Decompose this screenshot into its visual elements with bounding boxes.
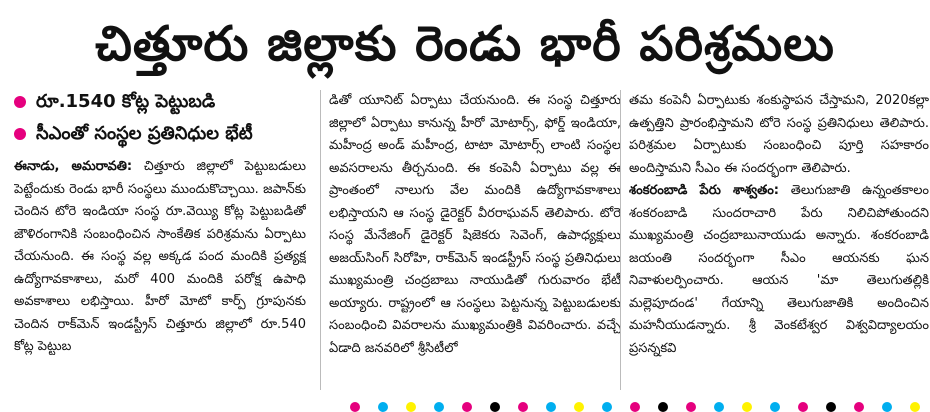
bullet-dot-icon (14, 128, 26, 140)
register-dot-icon (378, 402, 388, 412)
register-dot-icon (630, 402, 640, 412)
register-dot-icon (882, 402, 892, 412)
register-dot-icon (490, 402, 500, 412)
subheading: శంకరంబాడి పేరు శాశ్వతం: (629, 183, 780, 198)
bullet-text: సీఎంతో సంస్థల ప్రతినిధుల భేటీ (36, 122, 253, 144)
register-dot-icon (854, 402, 864, 412)
register-dot-icon (798, 402, 808, 412)
register-dot-icon (910, 402, 920, 412)
byline: ఈనాడు, అమరావతి: (14, 159, 133, 174)
register-dot-icon (826, 402, 836, 412)
bullet-item (14, 86, 306, 118)
register-dot-icon (406, 402, 416, 412)
bullet-item (14, 118, 306, 150)
register-dot-icon (742, 402, 752, 412)
register-dot-icon (770, 402, 780, 412)
body-text: తెలుగుజాతి ఉన్నంతకాలం శంకరంబాడి సుందరాచారి పేరు నిలిచిపోతుందని ముఖ్యమంత్రి చంద్రబాబునాయుడు అన్నారు. శంకరంబాడి జయంతి సందర్భంగా సీఎం ఆయనకు ఘన నివాళులర్పించారు. ఆయన 'మా తెలుగుతల్లికి మల్లెపూదండ' గేయాన్ని తెలుగుజాతికి అందించిన మహనీయుడన్నారు. శ్రీ వెంకటేశ్వర విశ్వవిద్యాలయం ప్రసన్నకవి (629, 183, 929, 356)
register-dot-icon (350, 402, 360, 412)
register-dot-icon (574, 402, 584, 412)
register-dot-icon (518, 402, 528, 412)
column-1 (14, 86, 306, 402)
paragraph (629, 180, 929, 360)
register-dot-icon (462, 402, 472, 412)
paragraph: డితో యూనిట్ ఏర్పాటు చేయనుంది. ఈ సంస్థ చిత్తూరు జిల్లాలో ఏర్పాటు కానున్న హీరో మోటార్స్, ఫోర్డ్ ఇండియా, మహీంద్ర అండ్ మహీంద్ర, టాటా మోటార్స్ లాంటి సంస్థల అవసరాలను తీర్చనుంది. ఈ కంపెనీ ఏర్పాటు వల్ల ఈ ప్రాంతంలో నాలుగు వేల మందికి ఉద్యోగావకాశాలు లభిస్తాయని ఆ సంస్థ డైరెక్టర్ వీరరాఘవన్ తెలిపారు. టోరె సంస్థ మేనేజింగ్ డైరెక్టర్ షిజెకరు సెవెంగ్, ఉపాధ్యక్షులు అజయ్‌సింగ్ సిరోహి, రాక్‌మెన్ ఇండస్ట్రీస్ సంస్థ ప్రతినిధులు ముఖ్యమంత్రి చంద్రబాబు నాయుడితో గురువారం భేటీ అయ్యారు. రాష్ట్రంలో ఆ సంస్థలు పెట్టనున్న పెట్టుబడులకు సంబంధించి వివరాలను ముఖ్యమంత్రికి వివరించారు. వచ్చే ఏడాది జనవరిలో శ్రీసిటీలో (329, 93, 621, 356)
paragraph: తమ కంపెనీ ఏర్పాటుకు శంకుస్థాపన చేస్తామని, 2020కల్లా ఉత్పత్తిని ప్రారంభిస్తామని టోరె సంస్థ ప్రతినిధులు తెలిపారు. పరిశ్రమల ఏర్పాటుకు సంబంధించి పూర్తి సహకారం అందిస్తామని సీఎం ఈ సందర్భంగా తెలిపారు. (629, 93, 929, 176)
register-dot-icon (546, 402, 556, 412)
register-dot-icon (658, 402, 668, 412)
register-dot-icon (686, 402, 696, 412)
body-text: చిత్తూరు జిల్లాలో పెట్టుబడులు పెట్టేందుకు రెండు భారీ సంస్థలు ముందుకొచ్చాయి. జపాన్‌కు చెందిన టోరె ఇండియా సంస్థ రూ.వెయ్యి కోట్ల పెట్టుబడితో జౌళిరంగానికి సంబంధించిన సాంకేతిక పరిశ్రమను ఏర్పాటు చేయనుంది. ఈ సంస్థ వల్ల అక్కడ పంద మందికి ప్రత్యక్ష ఉద్యోగావకాశాలు, మరో 400 మందికి పరోక్ష ఉపాధి అవకాశాలు లభిస్తాయి. హీరో మోటో కార్ప్ గ్రూపునకు చెందిన రాక్‌మెన్ ఇండస్ట్రీస్ చిత్తూరు జిల్లాలో రూ.540 కోట్ల పెట్టుబ (14, 159, 306, 354)
bullet-text: రూ.1540 కోట్ల పెట్టుబడి (36, 90, 216, 112)
column-3 (620, 90, 929, 390)
headline: చిత్తూరు జిల్లాకు రెండు భారీ పరిశ్రమలు (95, 16, 835, 72)
register-dot-icon (602, 402, 612, 412)
column-2 (320, 90, 621, 390)
register-dot-icon (434, 402, 444, 412)
register-dot-icon (714, 402, 724, 412)
color-register-strip (350, 402, 930, 412)
paragraph (14, 156, 306, 359)
bullet-list (14, 86, 306, 150)
bullet-dot-icon (14, 96, 26, 108)
